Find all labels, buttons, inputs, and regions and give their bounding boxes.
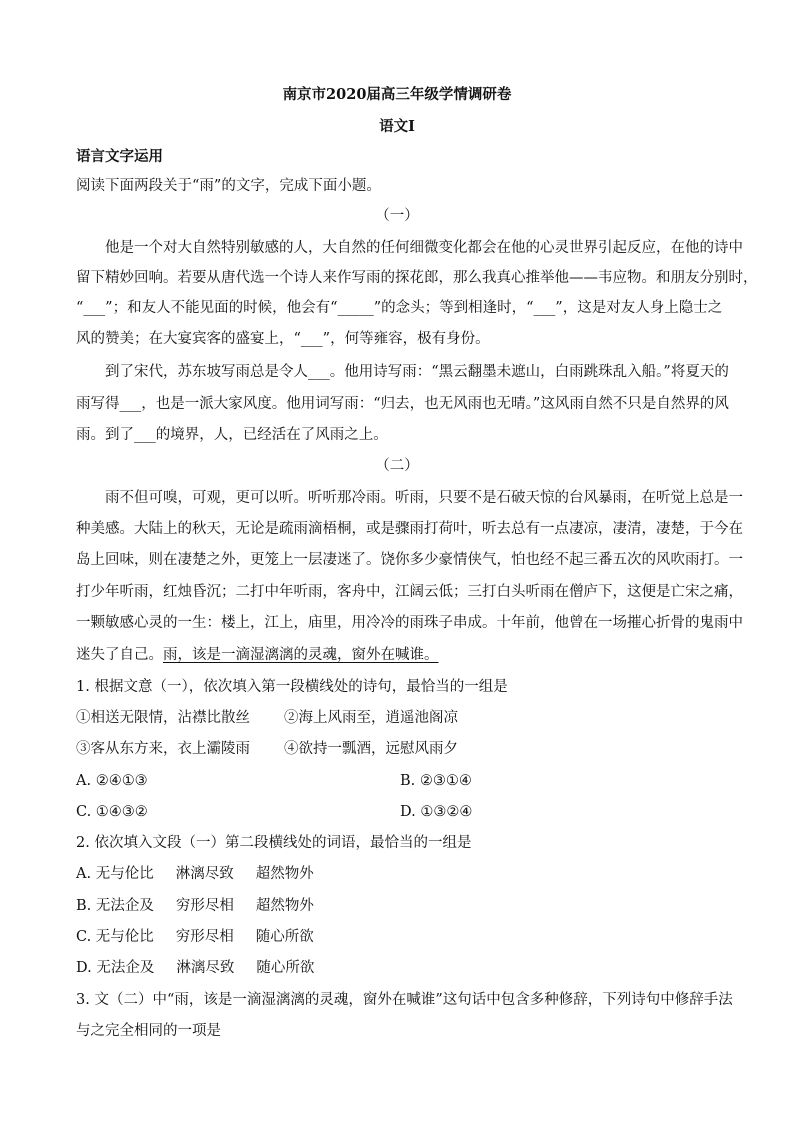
- passage1-line: “___”；和友人不能见面的时候，他会有“_____”的念头；等到相逢时，“___”，这是对友人身上隐士之: [76, 300, 723, 316]
- q2-option-text: 穷形尽相: [175, 929, 234, 945]
- q2-option-a[interactable]: [76, 864, 726, 884]
- passage2-line: 种美感。大陆上的秋天，无论是疏雨滴梧桐，或是骤雨打荷叶，听去总有一点凄凉，凄清，凄楚，于今在: [76, 521, 743, 537]
- exam-title: 南京市2020届高三年级学情调研卷: [282, 86, 512, 103]
- passage1-label: （一）: [375, 208, 419, 224]
- q1-option-d[interactable]: D. ①③②④: [400, 804, 473, 820]
- section-heading: 语言文字运用: [76, 148, 163, 165]
- q2-option-text: B. 无法企及: [76, 898, 154, 914]
- q1-option-c[interactable]: C. ①④③②: [76, 804, 148, 820]
- q1-option-b[interactable]: B. ②③①④: [400, 773, 472, 789]
- passage1-line: 雨写得___，也是一派大家风度。他用词写雨：“归去，也无风雨也无晴。”这风雨自然不只是自然界的风: [76, 396, 729, 412]
- q1-poem: ②海上风雨至，逍遥池阁凉: [284, 710, 458, 726]
- q1-option-a[interactable]: A. ②④①③: [76, 773, 148, 789]
- q1-poem: ③客从东方来，衣上灞陵雨: [76, 741, 250, 757]
- q2-option-text: 淋漓尽致: [176, 960, 235, 976]
- q2-option-text: 穷形尽相: [175, 898, 234, 914]
- passage2-line: 岛上回味，则在凄楚之外，更笼上一层凄迷了。饶你多少豪情侠气，怕也经不起三番五次的风吹雨打。一: [76, 552, 743, 568]
- q3-stem-line: 与之完全相同的一项是: [76, 1023, 221, 1039]
- q2-option-text: 超然物外: [255, 898, 314, 914]
- passage1-line: 雨。到了___的境界，人，已经活在了风雨之上。: [76, 427, 388, 443]
- q1-stem: 1. 根据文意（一），依次填入第一段横线处的诗句，最恰当的一组是: [76, 679, 508, 695]
- q2-option-text: 超然物外: [255, 866, 314, 882]
- q2-option-text: C. 无与伦比: [76, 929, 154, 945]
- passage2-last-line: [76, 645, 726, 665]
- passage2-line: 一颗敏感心灵的一生：楼上，江上，庙里，用冷冷的雨珠子串成。十年前，他曾在一场摧心折骨的鬼雨中: [76, 615, 743, 631]
- q2-option-text: D. 无法企及: [76, 960, 155, 976]
- q2-option-text: 随心所欲: [255, 929, 314, 945]
- passage1-line: 风的赞美；在大宴宾客的盛宴上，“___”，何等雍容，极有身份。: [76, 331, 490, 347]
- passage2-line: 雨不但可嗅，可观，更可以听。听听那冷雨。听雨，只要不是石破天惊的台风暴雨，在听觉上总是一: [105, 490, 743, 506]
- passage2-label: （二）: [375, 458, 419, 474]
- q2-option-text: 随心所欲: [256, 960, 315, 976]
- q2-option-text: A. 无与伦比: [76, 866, 154, 882]
- q2-option-text: 淋漓尽致: [175, 866, 234, 882]
- passage2-line: 迷失了自己。: [76, 647, 163, 663]
- q1-poem-row: [76, 708, 726, 728]
- passage1-line: 留下精妙回响。若要从唐代选一个诗人来作写雨的探花郎，那么我真心推举他——韦应物。和朋友分别时，: [76, 270, 758, 286]
- q2-stem: 2. 依次填入文段（一）第二段横线处的词语，最恰当的一组是: [76, 835, 472, 851]
- q1-option-row: [76, 802, 726, 822]
- passage1-line: 他是一个对大自然特别敏感的人，大自然的任何细微变化都会在他的心灵世界引起反应，在他的诗中: [105, 240, 743, 256]
- passage2-line: 打少年听雨，红烛昏沉；二打中年听雨，客舟中，江阔云低；三打白头听雨在僧庐下，这便是亡宋之痛，: [76, 584, 743, 600]
- q1-poem-row: [76, 739, 726, 759]
- underlined-sentence: 雨，该是一滴湿漓漓的灵魂，窗外在喊谁。: [163, 647, 439, 663]
- q2-option-b[interactable]: [76, 896, 726, 916]
- instruction: 阅读下面两段关于“雨”的文字，完成下面小题。: [76, 178, 381, 194]
- exam-subtitle: 语文Ⅰ: [379, 118, 415, 135]
- q2-option-c[interactable]: [76, 927, 726, 947]
- q1-poem: ④欲持一瓢酒，远慰风雨夕: [284, 741, 458, 757]
- passage1-line: 到了宋代，苏东坡写雨总是令人___。他用诗写雨：“黑云翻墨未遮山，白雨跳珠乱入船。”将夏天的: [105, 364, 729, 380]
- q3-stem-line: 3. 文（二）中“雨，该是一滴湿漓漓的灵魂，窗外在喊谁”这句话中包含多种修辞，下列诗句中修辞手法: [76, 992, 733, 1008]
- q1-poem: ①相送无限情，沾襟比散丝: [76, 710, 250, 726]
- q2-option-d[interactable]: [76, 958, 726, 978]
- q1-option-row: [76, 771, 726, 791]
